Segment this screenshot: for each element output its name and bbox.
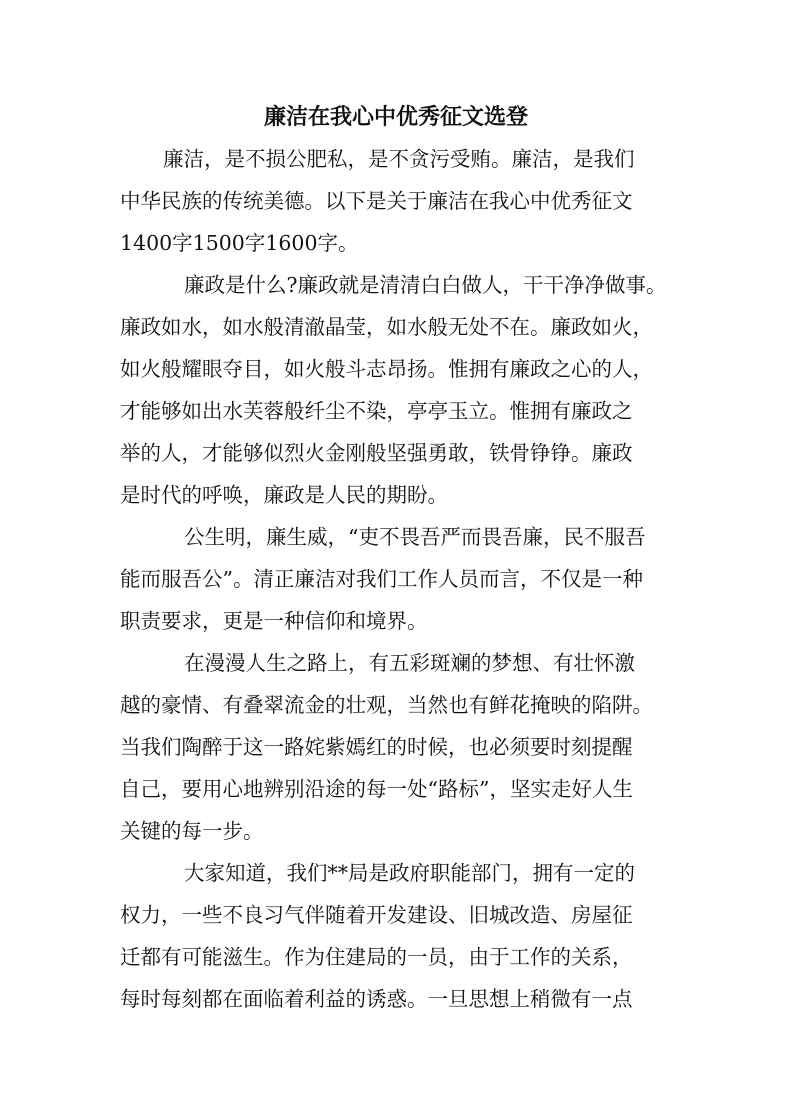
text-line: 在漫漫人生之路上，有五彩斑斓的梦想、有壮怀激 [184,651,635,675]
text-line: 职责要求，更是一种信仰和境界。 [120,609,428,633]
text-line: 权力，一些不良习气伴随着开发建设、旧城改造、房屋征 [120,903,633,927]
text-line: 廉政如水，如水般清澈晶莹，如水般无处不在。廉政如火， [120,315,653,339]
text-line: 关键的每一步。 [120,819,264,843]
text-line: 举的人，才能够似烈火金刚般坚强勇敢，铁骨铮铮。廉政 [120,441,633,465]
text-line: 廉洁，是不损公肥私，是不贪污受贿。廉洁，是我们 [163,147,635,171]
text-line: 大家知道，我们**局是政府职能部门，拥有一定的 [184,861,635,885]
text-line: 能而服吾公”。清正廉洁对我们工作人员而言，不仅是一种 [120,567,643,591]
text-line: 才能够如出水芙蓉般纤尘不染，亭亭玉立。惟拥有廉政之 [120,399,633,423]
text-line: 廉政是什么?廉政就是清清白白做人，干干净净做事。 [184,273,667,297]
text-line: 迁都有可能滋生。作为住建局的一员，由于工作的关系， [120,945,633,969]
text-line: 越的豪情、有叠翠流金的壮观，当然也有鲜花掩映的陷阱。 [120,693,653,717]
text-line: 当我们陶醉于这一路姹紫嫣红的时候，也必须要时刻提醒 [120,735,633,759]
text-line: 中华民族的传统美德。以下是关于廉洁在我心中优秀征文 [120,189,633,213]
text-line: 每时每刻都在面临着利益的诱惑。一旦思想上稍微有一点 [120,987,633,1011]
text-line: 公生明，廉生威，“吏不畏吾严而畏吾廉，民不服吾 [184,525,646,549]
text-line: 如火般耀眼夺目，如火般斗志昂扬。惟拥有廉政之心的人， [120,357,653,381]
text-line: 1400字1500字1600字。 [120,231,359,255]
text-line: 自己，要用心地辨别沿途的每一处“路标”，坚实走好人生 [120,777,633,801]
document-title: 廉洁在我心中优秀征文选登 [263,104,528,130]
text-line: 是时代的呼唤，廉政是人民的期盼。 [120,483,448,507]
